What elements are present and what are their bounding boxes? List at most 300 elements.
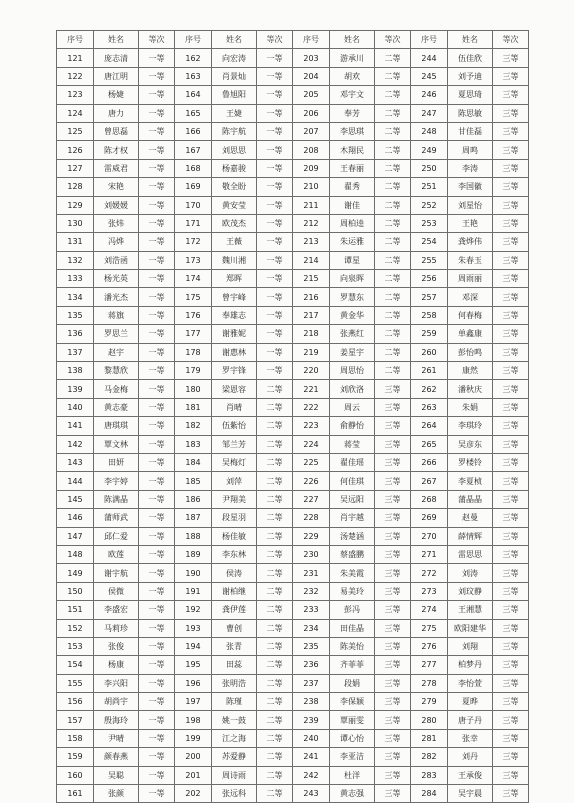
rank-cell: 一等 [139,251,175,269]
seq-cell: 143 [57,453,94,471]
name-cell: 周诗雨 [212,766,257,784]
rank-cell: 一等 [257,159,293,177]
seq-cell: 139 [57,380,94,398]
seq-cell: 170 [175,196,212,214]
rank-cell: 一等 [139,362,175,380]
name-cell: 欧阳建华 [448,619,493,637]
name-cell: 杨康 [94,656,139,674]
name-cell: 黄金华 [330,306,375,324]
table-row [57,693,529,711]
name-cell: 吴远阳 [330,490,375,508]
rank-cell: 三等 [493,656,529,674]
award-roster-table [56,30,529,803]
seq-cell: 126 [57,141,94,159]
rank-cell: 一等 [139,86,175,104]
seq-cell: 124 [57,104,94,122]
name-cell: 王婕 [212,104,257,122]
rank-cell: 三等 [375,711,411,729]
rank-cell: 三等 [375,490,411,508]
seq-cell: 134 [57,288,94,306]
seq-cell: 161 [57,785,94,803]
seq-cell: 168 [175,159,212,177]
rank-cell: 一等 [139,325,175,343]
name-cell: 张幸 [448,729,493,747]
name-cell: 田蕊 [212,656,257,674]
name-cell: 肖宇越 [330,509,375,527]
rank-cell: 三等 [375,582,411,600]
name-cell: 奉芳 [330,104,375,122]
name-cell: 欧茂杰 [212,214,257,232]
seq-cell: 166 [175,122,212,140]
name-cell: 邱仁爱 [94,527,139,545]
name-cell: 刘萍 [212,472,257,490]
rank-cell: 一等 [139,545,175,563]
name-cell: 尹晴 [94,729,139,747]
rank-cell: 三等 [493,380,529,398]
seq-cell: 222 [293,398,330,416]
rank-cell: 一等 [257,141,293,159]
rank-cell: 三等 [493,196,529,214]
table-row [57,288,529,306]
header-name: 姓名 [94,31,139,49]
name-cell: 姜星宇 [330,343,375,361]
seq-cell: 213 [293,233,330,251]
seq-cell: 169 [175,178,212,196]
rank-cell: 三等 [493,545,529,563]
rank-cell: 一等 [139,693,175,711]
name-cell: 翟佳瑶 [330,453,375,471]
seq-cell: 246 [411,86,448,104]
table-row [57,748,529,766]
rank-cell: 三等 [375,785,411,803]
seq-cell: 277 [411,656,448,674]
rank-cell: 三等 [493,141,529,159]
name-cell: 翟秀 [330,178,375,196]
seq-cell: 250 [411,159,448,177]
rank-cell: 二等 [257,417,293,435]
rank-cell: 一等 [257,343,293,361]
seq-cell: 245 [411,67,448,85]
rank-cell: 二等 [257,380,293,398]
rank-cell: 二等 [375,49,411,67]
seq-cell: 209 [293,159,330,177]
rank-cell: 三等 [375,729,411,747]
name-cell: 伍佳欣 [448,49,493,67]
seq-cell: 239 [293,711,330,729]
header-seq: 序号 [293,31,330,49]
seq-cell: 185 [175,472,212,490]
table-header-row [57,31,529,49]
rank-cell: 三等 [375,472,411,490]
rank-cell: 三等 [493,362,529,380]
table-row [57,582,529,600]
table-row [57,785,529,803]
rank-cell: 一等 [139,141,175,159]
table-row [57,380,529,398]
seq-cell: 171 [175,214,212,232]
header-rank: 等次 [139,31,175,49]
seq-cell: 196 [175,674,212,692]
name-cell: 邓深 [448,288,493,306]
name-cell: 黄志强 [330,785,375,803]
seq-cell: 280 [411,711,448,729]
seq-cell: 174 [175,270,212,288]
rank-cell: 三等 [375,545,411,563]
name-cell: 奉雄志 [212,306,257,324]
seq-cell: 141 [57,417,94,435]
seq-cell: 125 [57,122,94,140]
seq-cell: 180 [175,380,212,398]
name-cell: 李国徽 [448,178,493,196]
rank-cell: 一等 [257,251,293,269]
seq-cell: 137 [57,343,94,361]
seq-cell: 179 [175,362,212,380]
rank-cell: 三等 [375,435,411,453]
seq-cell: 284 [411,785,448,803]
seq-cell: 233 [293,601,330,619]
rank-cell: 三等 [493,122,529,140]
name-cell: 朱美霞 [330,564,375,582]
seq-cell: 200 [175,748,212,766]
name-cell: 杨嘉骏 [212,159,257,177]
rank-cell: 二等 [375,67,411,85]
rank-cell: 一等 [139,104,175,122]
table-row [57,325,529,343]
table-row [57,656,529,674]
seq-cell: 181 [175,398,212,416]
name-cell: 田佳晶 [330,619,375,637]
seq-cell: 204 [293,67,330,85]
rank-cell: 三等 [375,453,411,471]
seq-cell: 242 [293,766,330,784]
name-cell: 杨佳敏 [212,527,257,545]
table-row [57,398,529,416]
seq-cell: 227 [293,490,330,508]
rank-cell: 三等 [493,104,529,122]
header-rank: 等次 [375,31,411,49]
name-cell: 张明浩 [212,674,257,692]
rank-cell: 三等 [375,619,411,637]
seq-cell: 248 [411,122,448,140]
rank-cell: 二等 [257,748,293,766]
name-cell: 赵宇 [94,343,139,361]
seq-cell: 275 [411,619,448,637]
seq-cell: 217 [293,306,330,324]
seq-cell: 224 [293,435,330,453]
name-cell: 罗宇锋 [212,362,257,380]
seq-cell: 255 [411,251,448,269]
name-cell: 蒋旗 [94,306,139,324]
rank-cell: 一等 [139,122,175,140]
rank-cell: 一等 [139,159,175,177]
rank-cell: 一等 [139,582,175,600]
name-cell: 单鑫康 [448,325,493,343]
seq-cell: 201 [175,766,212,784]
name-cell: 潘光杰 [94,288,139,306]
seq-cell: 274 [411,601,448,619]
name-cell: 曹创 [212,619,257,637]
rank-cell: 二等 [375,122,411,140]
seq-cell: 160 [57,766,94,784]
seq-cell: 262 [411,380,448,398]
name-cell: 黎慧欣 [94,362,139,380]
header-name: 姓名 [448,31,493,49]
seq-cell: 208 [293,141,330,159]
rank-cell: 一等 [139,270,175,288]
name-cell: 易美玲 [330,582,375,600]
name-cell: 朱娟 [448,398,493,416]
table-row [57,141,529,159]
seq-cell: 216 [293,288,330,306]
seq-cell: 237 [293,674,330,692]
rank-cell: 二等 [257,435,293,453]
name-cell: 杨婕 [94,86,139,104]
name-cell: 刘丹 [448,748,493,766]
name-cell: 张颜 [94,785,139,803]
name-cell: 颜春燕 [94,748,139,766]
seq-cell: 176 [175,306,212,324]
seq-cell: 128 [57,178,94,196]
name-cell: 陈美怡 [330,637,375,655]
rank-cell: 二等 [257,509,293,527]
rank-cell: 三等 [375,601,411,619]
seq-cell: 236 [293,656,330,674]
name-cell: 何佳琪 [330,472,375,490]
rank-cell: 三等 [493,233,529,251]
name-cell: 覃文林 [94,435,139,453]
name-cell: 刘媛媛 [94,196,139,214]
name-cell: 李兴阳 [94,674,139,692]
name-cell: 郑晖 [212,270,257,288]
seq-cell: 140 [57,398,94,416]
seq-cell: 147 [57,527,94,545]
seq-cell: 264 [411,417,448,435]
rank-cell: 三等 [375,637,411,655]
rank-cell: 三等 [493,417,529,435]
table-row [57,417,529,435]
seq-cell: 265 [411,435,448,453]
name-cell: 李夏桢 [448,472,493,490]
name-cell: 江之海 [212,729,257,747]
name-cell: 甘佳磊 [448,122,493,140]
seq-cell: 186 [175,490,212,508]
name-cell: 蔡盛鹏 [330,545,375,563]
seq-cell: 223 [293,417,330,435]
name-cell: 谭星 [330,251,375,269]
seq-cell: 210 [293,178,330,196]
name-cell: 吴聪 [94,766,139,784]
seq-cell: 232 [293,582,330,600]
table-row [57,159,529,177]
seq-cell: 273 [411,582,448,600]
seq-cell: 260 [411,343,448,361]
seq-cell: 207 [293,122,330,140]
rank-cell: 三等 [493,748,529,766]
name-cell: 谢宇航 [94,564,139,582]
rank-cell: 二等 [375,196,411,214]
name-cell: 柏梦丹 [448,656,493,674]
name-cell: 龚烨伟 [448,233,493,251]
seq-cell: 278 [411,674,448,692]
rank-cell: 三等 [493,766,529,784]
name-cell: 陈思敏 [448,104,493,122]
rank-cell: 二等 [375,270,411,288]
name-cell: 唐子丹 [448,711,493,729]
table-row [57,67,529,85]
seq-cell: 214 [293,251,330,269]
rank-cell: 二等 [375,104,411,122]
table-row [57,453,529,471]
seq-cell: 226 [293,472,330,490]
seq-cell: 243 [293,785,330,803]
table-row [57,306,529,324]
table-row [57,729,529,747]
name-cell: 尹翔美 [212,490,257,508]
rank-cell: 二等 [375,159,411,177]
rank-cell: 三等 [493,490,529,508]
table-row [57,362,529,380]
seq-cell: 189 [175,545,212,563]
name-cell: 张燕红 [330,325,375,343]
seq-cell: 144 [57,472,94,490]
rank-cell: 一等 [139,527,175,545]
name-cell: 蒲晶晶 [448,490,493,508]
rank-cell: 一等 [257,196,293,214]
name-cell: 李涛 [448,159,493,177]
name-cell: 敬全盼 [212,178,257,196]
rank-cell: 二等 [257,472,293,490]
seq-cell: 282 [411,748,448,766]
seq-cell: 157 [57,711,94,729]
rank-cell: 二等 [375,178,411,196]
rank-cell: 二等 [375,306,411,324]
seq-cell: 272 [411,564,448,582]
name-cell: 马莉珍 [94,619,139,637]
seq-cell: 165 [175,104,212,122]
rank-cell: 三等 [493,288,529,306]
rank-cell: 三等 [493,674,529,692]
rank-cell: 一等 [139,490,175,508]
header-name: 姓名 [330,31,375,49]
table-row [57,270,529,288]
rank-cell: 三等 [493,306,529,324]
seq-cell: 175 [175,288,212,306]
name-cell: 王春丽 [330,159,375,177]
seq-cell: 240 [293,729,330,747]
rank-cell: 三等 [493,343,529,361]
seq-cell: 178 [175,343,212,361]
name-cell: 何春梅 [448,306,493,324]
rank-cell: 一等 [139,674,175,692]
rank-cell: 一等 [139,729,175,747]
rank-cell: 一等 [139,656,175,674]
name-cell: 唐力 [94,104,139,122]
seq-cell: 211 [293,196,330,214]
seq-cell: 154 [57,656,94,674]
name-cell: 陈才权 [94,141,139,159]
name-cell: 姚一鼓 [212,711,257,729]
table-row [57,435,529,453]
rank-cell: 一等 [139,380,175,398]
name-cell: 张炜 [94,214,139,232]
name-cell: 汤楚涵 [330,527,375,545]
name-cell: 冯烨 [94,233,139,251]
name-cell: 王艳 [448,214,493,232]
seq-cell: 234 [293,619,330,637]
rank-cell: 三等 [493,159,529,177]
name-cell: 侯涛 [212,564,257,582]
rank-cell: 一等 [257,214,293,232]
table-row [57,564,529,582]
name-cell: 赵曼 [448,509,493,527]
rank-cell: 三等 [493,527,529,545]
rank-cell: 一等 [257,86,293,104]
seq-cell: 249 [411,141,448,159]
rank-cell: 二等 [257,490,293,508]
seq-cell: 251 [411,178,448,196]
rank-cell: 三等 [375,380,411,398]
rank-cell: 一等 [257,49,293,67]
seq-cell: 129 [57,196,94,214]
rank-cell: 三等 [493,693,529,711]
seq-cell: 271 [411,545,448,563]
rank-cell: 三等 [493,619,529,637]
seq-cell: 192 [175,601,212,619]
header-rank: 等次 [257,31,293,49]
table-row [57,104,529,122]
rank-cell: 三等 [493,86,529,104]
table-row [57,343,529,361]
seq-cell: 151 [57,601,94,619]
name-cell: 魏川湘 [212,251,257,269]
table-row [57,86,529,104]
name-cell: 肖晴 [212,398,257,416]
seq-cell: 163 [175,67,212,85]
seq-cell: 152 [57,619,94,637]
name-cell: 张青 [212,637,257,655]
seq-cell: 220 [293,362,330,380]
seq-cell: 182 [175,417,212,435]
rank-cell: 一等 [257,288,293,306]
seq-cell: 164 [175,86,212,104]
rank-cell: 三等 [493,251,529,269]
rank-cell: 一等 [139,637,175,655]
seq-cell: 259 [411,325,448,343]
name-cell: 木翔民 [330,141,375,159]
name-cell: 谢佳 [330,196,375,214]
rank-cell: 一等 [257,325,293,343]
name-cell: 罗慧东 [330,288,375,306]
name-cell: 刘思思 [212,141,257,159]
name-cell: 梁恩容 [212,380,257,398]
rank-cell: 一等 [139,435,175,453]
table-row [57,233,529,251]
name-cell: 谢惠林 [212,343,257,361]
name-cell: 田妍 [94,453,139,471]
name-cell: 刘玟静 [448,582,493,600]
seq-cell: 247 [411,104,448,122]
rank-cell: 二等 [375,343,411,361]
name-cell: 薛情辉 [448,527,493,545]
name-cell: 段娟 [330,674,375,692]
seq-cell: 133 [57,270,94,288]
seq-cell: 131 [57,233,94,251]
rank-cell: 三等 [493,509,529,527]
rank-cell: 三等 [493,435,529,453]
rank-cell: 二等 [257,785,293,803]
name-cell: 王承俊 [448,766,493,784]
table-row [57,214,529,232]
